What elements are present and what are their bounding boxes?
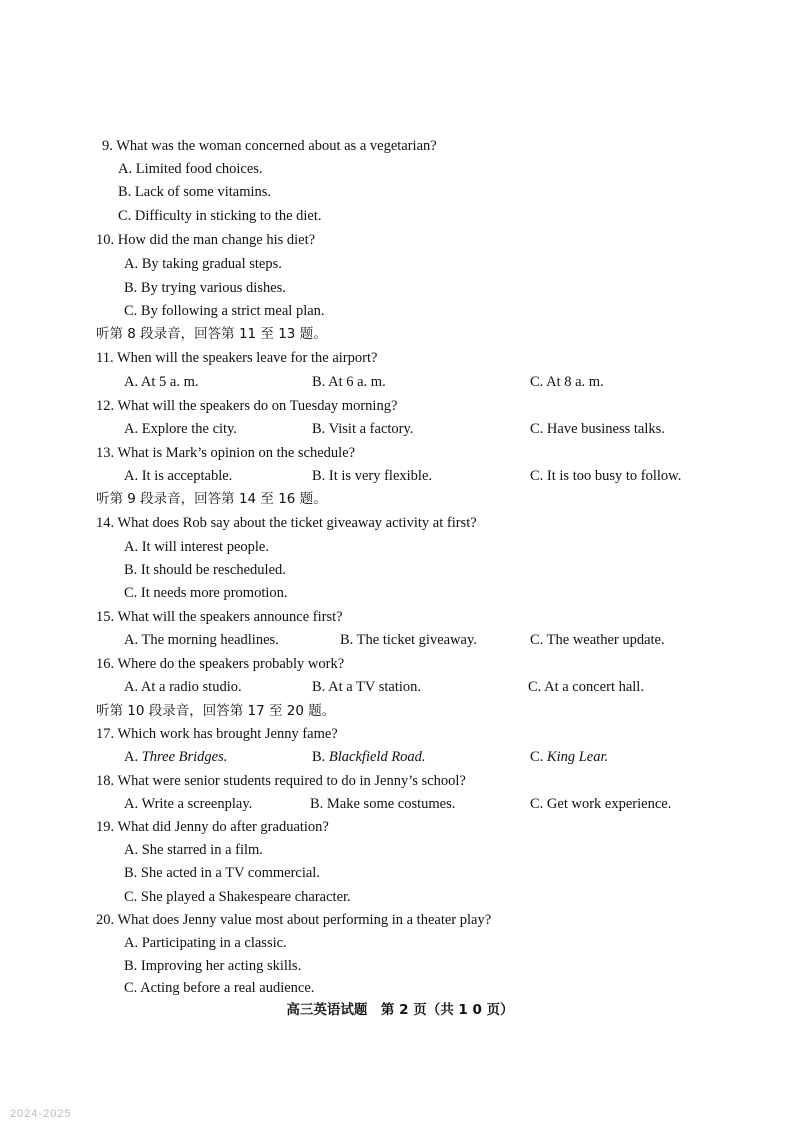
q10-option-a: A. By taking gradual steps. [124, 256, 282, 272]
question-20: 20. What does Jenny value most about performing in a theater play? [96, 912, 492, 928]
question-19: 19. What did Jenny do after graduation? [96, 819, 329, 835]
q16-option-c: C. At a concert hall. [528, 679, 644, 695]
q15-options [0, 628, 800, 652]
page-footer: 高三英语试题 第 2 页（共 1 0 页） [286, 1002, 514, 1018]
q11-option-a: A. At 5 a. m. [124, 374, 199, 390]
question-18: 18. What were senior students required to do in Jenny’s school? [96, 773, 466, 789]
q13-option-c: C. It is too busy to follow. [530, 468, 682, 484]
faint-scan-stamp: 2024-2025 [10, 1108, 72, 1120]
q17-option-c [530, 745, 608, 769]
question-14: 14. What does Rob say about the ticket giveaway activity at first? [96, 515, 477, 531]
question-13: 13. What is Mark’s opinion on the schedule? [96, 445, 356, 461]
q15-option-a: A. The morning headlines. [124, 632, 279, 648]
q17-option-a-title: Three Bridges. [141, 749, 228, 765]
q17-option-c-letter: C. [530, 749, 547, 765]
section-heading-9: 听第 9 段录音，回答第 14 至 16 题。 [96, 491, 327, 507]
q17-option-c-title: King Lear. [546, 749, 609, 765]
question-11: 11. When will the speakers leave for the airport? [96, 350, 378, 366]
q18-option-a: A. Write a screenplay. [124, 796, 253, 812]
q18-option-c: C. Get work experience. [530, 796, 672, 812]
q18-option-b: B. Make some costumes. [310, 796, 456, 812]
q11-options [0, 370, 800, 394]
q9-option-a: A. Limited food choices. [118, 161, 263, 177]
question-12: 12. What will the speakers do on Tuesday morning? [96, 398, 398, 414]
q9-option-c: C. Difficulty in sticking to the diet. [118, 208, 322, 224]
q19-option-a: A. She starred in a film. [124, 842, 263, 858]
question-17: 17. Which work has brought Jenny fame? [96, 726, 338, 742]
q12-option-b: B. Visit a factory. [312, 421, 414, 437]
q20-option-b: B. Improving her acting skills. [124, 958, 302, 974]
q17-option-a [124, 745, 227, 769]
question-10: 10. How did the man change his diet? [96, 232, 316, 248]
question-9: 9. What was the woman concerned about as a vegetarian? [102, 138, 437, 154]
q17-option-b-title: Blackfield Road. [328, 749, 426, 765]
q15-option-b: B. The ticket giveaway. [340, 632, 477, 648]
q12-options [0, 417, 800, 441]
q15-option-c: C. The weather update. [530, 632, 665, 648]
q13-option-b: B. It is very flexible. [312, 468, 433, 484]
q19-option-c: C. She played a Shakespeare character. [124, 889, 351, 905]
q16-options [0, 675, 800, 699]
q18-options [0, 792, 800, 816]
q13-option-a: A. It is acceptable. [124, 468, 233, 484]
q14-option-a: A. It will interest people. [124, 539, 269, 555]
q11-option-c: C. At 8 a. m. [530, 374, 604, 390]
q17-option-b-letter: B. [312, 749, 329, 765]
q12-option-a: A. Explore the city. [124, 421, 238, 437]
q20-option-a: A. Participating in a classic. [124, 935, 287, 951]
q11-option-b: B. At 6 a. m. [312, 374, 386, 390]
q13-options [0, 464, 800, 488]
question-15: 15. What will the speakers announce first? [96, 609, 343, 625]
q10-option-c: C. By following a strict meal plan. [124, 303, 325, 319]
question-16: 16. Where do the speakers probably work? [96, 656, 345, 672]
q12-option-c: C. Have business talks. [530, 421, 665, 437]
q19-option-b: B. She acted in a TV commercial. [124, 865, 320, 881]
q16-option-a: A. At a radio studio. [124, 679, 242, 695]
q14-option-c: C. It needs more promotion. [124, 585, 288, 601]
q9-option-b: B. Lack of some vitamins. [118, 184, 272, 200]
q10-option-b: B. By trying various dishes. [124, 280, 286, 296]
section-heading-8: 听第 8 段录音，回答第 11 至 13 题。 [96, 326, 327, 342]
q17-option-b [312, 745, 426, 769]
q17-option-a-letter: A. [124, 749, 142, 765]
q20-option-c: C. Acting before a real audience. [124, 980, 315, 996]
q16-option-b: B. At a TV station. [312, 679, 422, 695]
q14-option-b: B. It should be rescheduled. [124, 562, 286, 578]
section-heading-10: 听第 10 段录音，回答第 17 至 20 题。 [96, 703, 336, 719]
q17-options [0, 745, 800, 769]
